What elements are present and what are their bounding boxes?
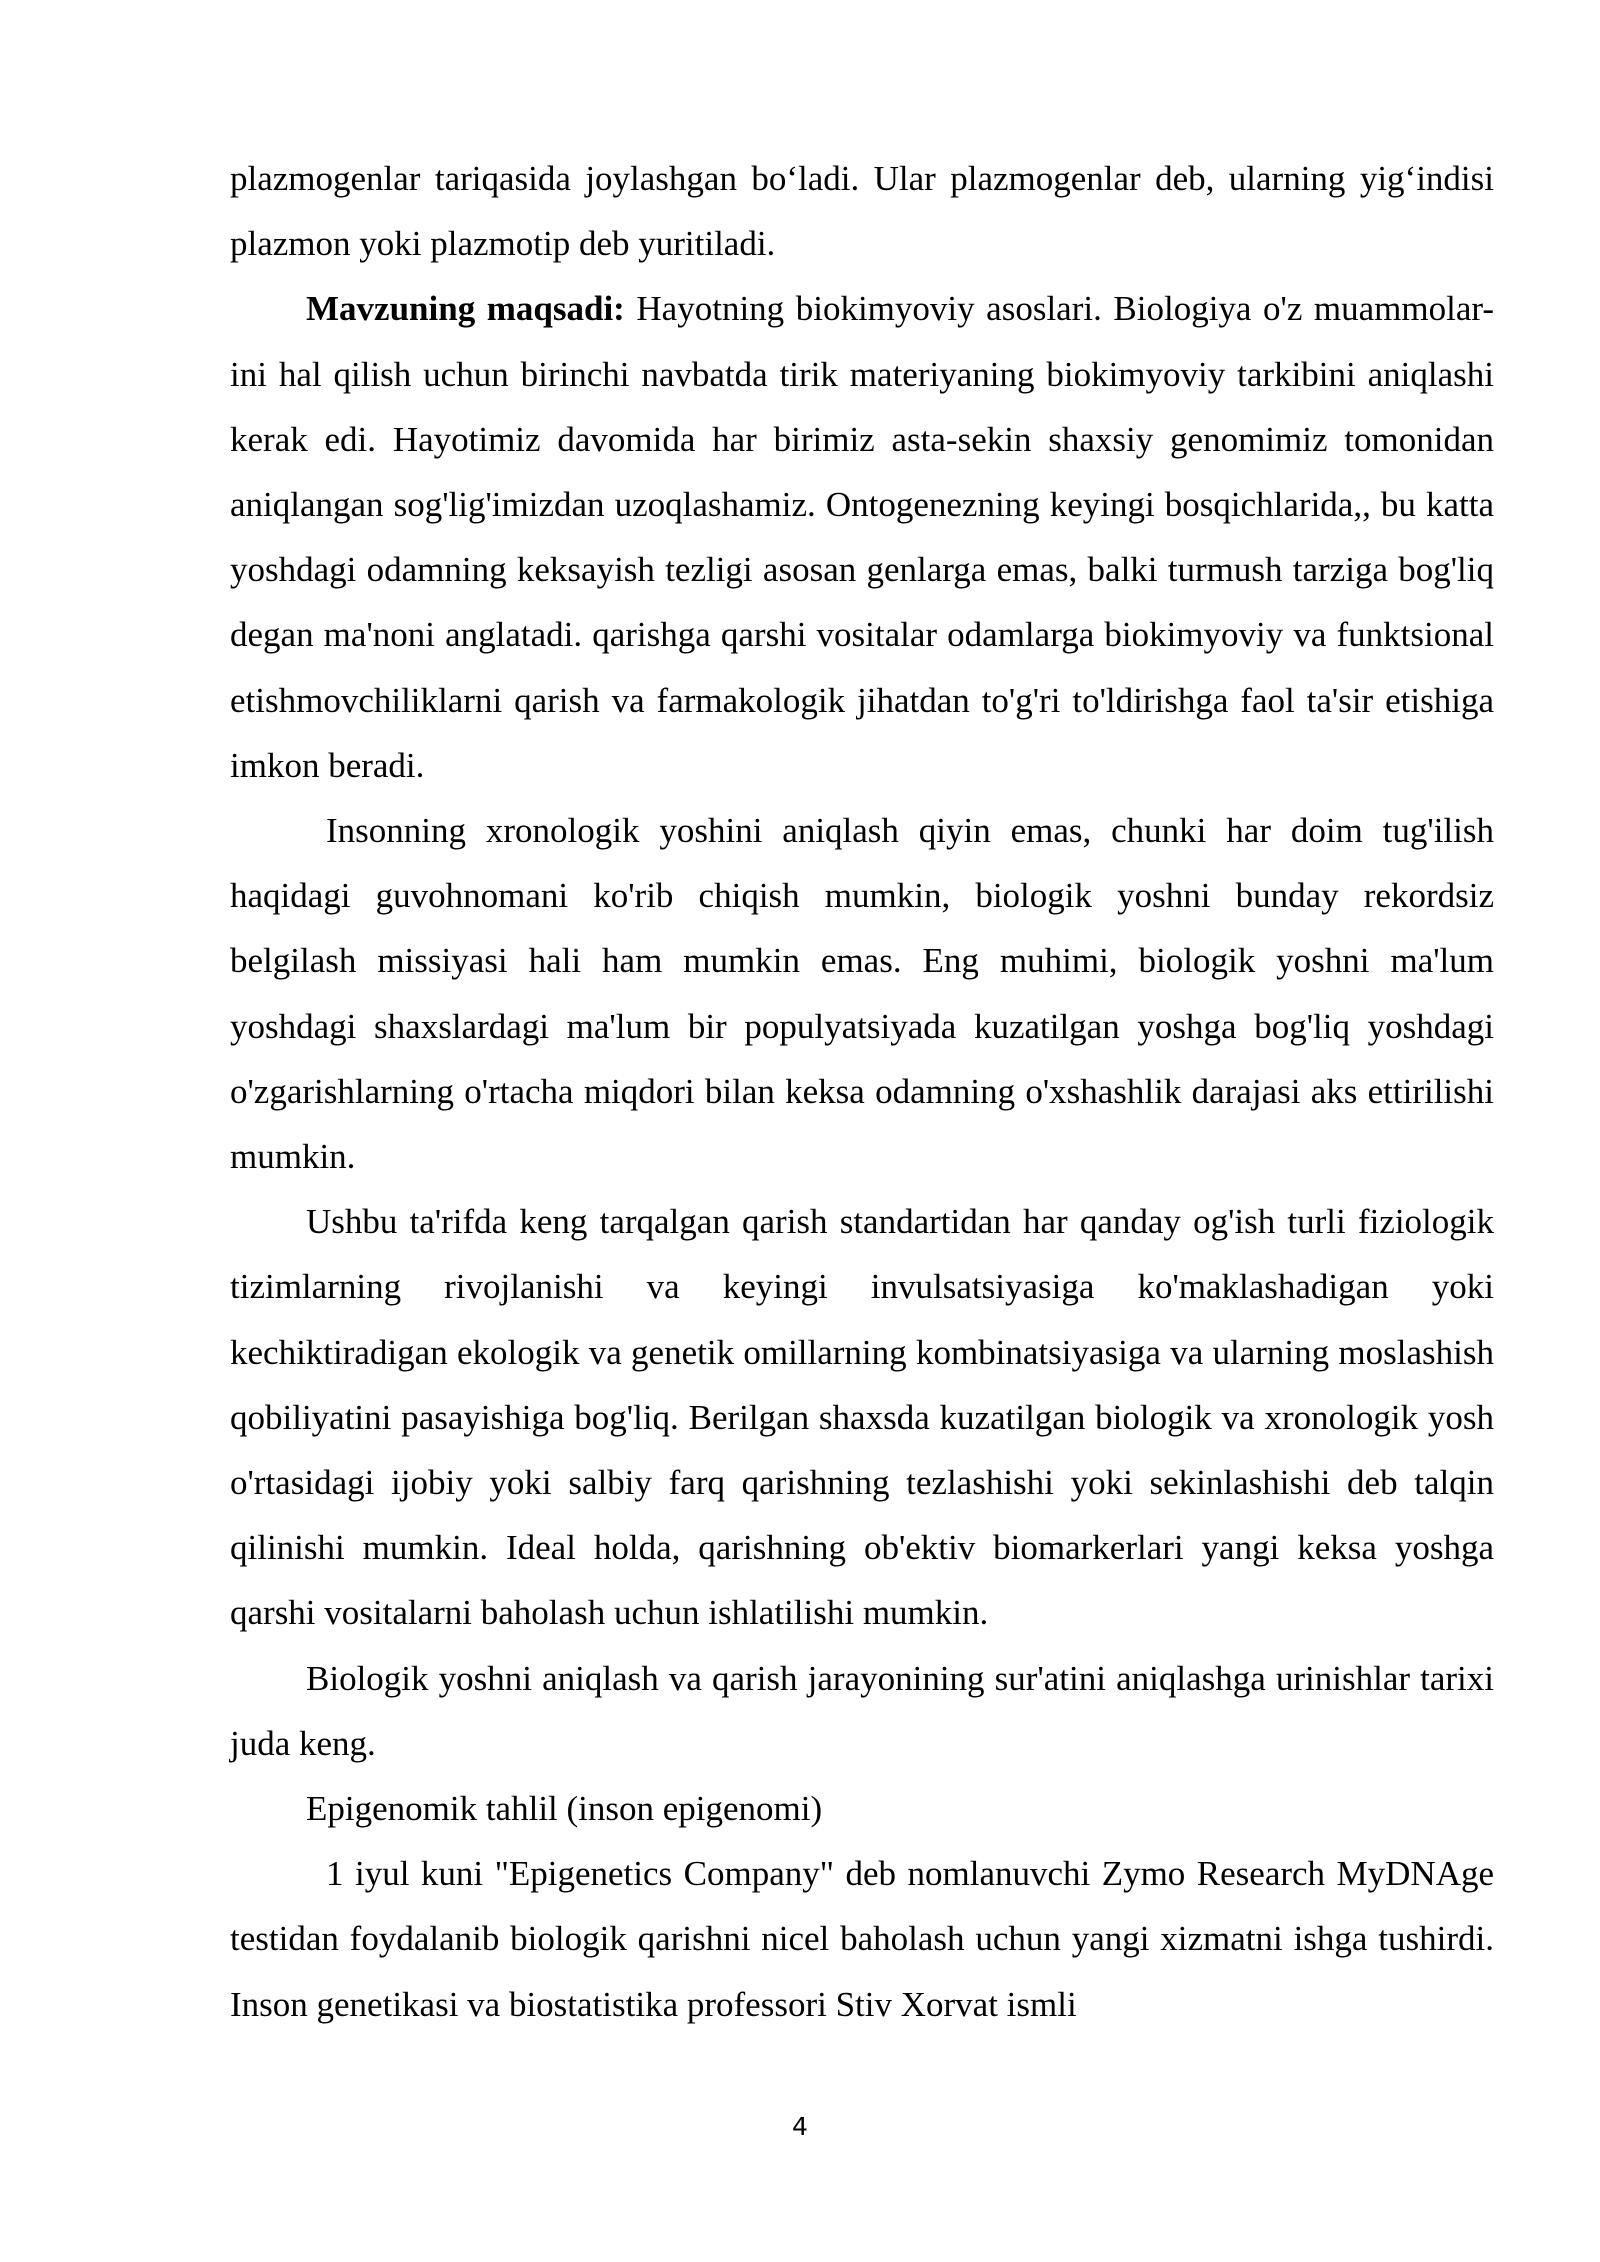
section-heading-epigenomic: Epigenomik tahlil (inson epigenomi) xyxy=(306,1789,823,1829)
paragraph-definition: Ushbu ta'rifda keng tarqalgan qarish standartidan har qanday og'ish turli fiziologik tizimlarning rivojlanishi va keyingi invulsatsiyasiga ko'maklashadigan yoki kechiktiradigan ekologik va genetik omillarning kombinatsiyasiga va ularning moslashish qobiliyatini pasayishiga bog'liq. Berilgan shaxsda kuzatilgan biologik va xronologik yosh o'rtasidagi ijobiy yoki salbiy farq qarishning tezlashishi yoki sekinlashishi deb talqin qilinishi mumkin. Ideal holda, qarishning ob'ektiv biomarkerlari yangi keksa yoshga qarshi vositalarni baholash uchun ishlatilishi mumkin. xyxy=(230,1202,1494,1633)
paragraph-continuation: plazmogenlar tariqasida joylashgan bo‘ladi. Ular plazmogenlar deb, ularning yig‘indisi plazmon yoki plazmotip deb yuritiladi. xyxy=(230,159,1494,264)
document-page xyxy=(230,146,1494,2037)
paragraph-chronological-age: Insonning xronologik yoshini aniqlash qiyin emas, chunki har doim tug'ilish haqidagi guvohnomani ko'rib chiqish mumkin, biologik yoshni bunday rekordsiz belgilash missiyasi hali ham mumkin emas. Eng muhimi, biologik yoshni ma'lum yoshdagi shaxslardagi ma'lum bir populyatsiyada kuzatilgan yoshga bog'liq yoshdagi o'zgarishlarning o'rtacha miqdori bilan keksa odamning o'xshashlik darajasi aks ettirilishi mumkin. xyxy=(230,811,1494,1177)
paragraph-history: Biologik yoshni aniqlash va qarish jarayonining sur'atini aniqlashga urinishlar tarixi juda keng. xyxy=(230,1658,1494,1763)
goal-text: Hayotning biokimyoviy asoslari. Biologiya o'z muammolar-ini hal qilish uchun birinchi navbatda tirik materiyaning biokimyoviy tarkibini aniqlashi kerak edi. Hayotimiz davomida har birimiz asta-sekin shaxsiy genomimiz tomonidan aniqlangan sog'lig'imizdan uzoqlashamiz. Ontogenezning keyingi bosqichlarida,, bu katta yoshdagi odamning keksayish tezligi asosan genlarga emas, balki turmush tarziga bog'liq degan ma'noni anglatadi. qarishga qarshi vositalar odamlarga biokimyoviy va funktsional etishmovchiliklarni qarish va farmakologik jihatdan to'g'ri to'ldirishga faol ta'sir etishiga imkon beradi. xyxy=(230,289,1494,785)
page-number: 4 xyxy=(792,2112,808,2141)
goal-heading: Mavzuning maqsadi: xyxy=(306,289,625,329)
paragraph-epigenetics-company: 1 iyul kuni "Epigenetics Company" deb nomlanuvchi Zymo Research MyDNAge testidan foydalanib biologik qarishni nicel baholash uchun yangi xizmatni ishga tushirdi. Inson genetikasi va biostatistika professori Stiv Xorvat ismli xyxy=(230,1854,1494,2024)
paragraph-goal xyxy=(230,276,1494,798)
